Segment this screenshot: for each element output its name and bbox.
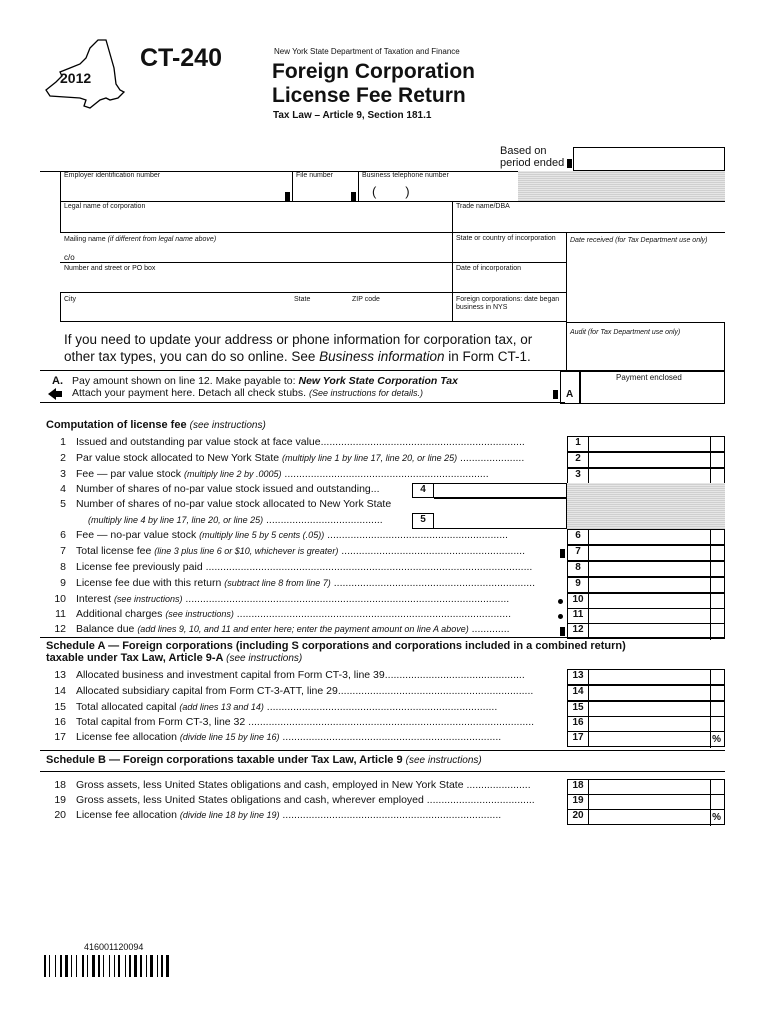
line-leader: ...................... [463,779,531,791]
line-description [76,716,561,728]
line-number: 6 [60,529,66,541]
trade-name-label: Trade name/DBA [456,203,510,210]
city-label: City [64,296,77,303]
mailing-name-note: (if different from legal name above) [107,236,217,243]
line-description [76,529,561,541]
line-text: License fee previously paid [76,561,203,573]
line-leader: ........................................................................... [279,731,502,743]
percent-sign: % [712,812,721,823]
line-12-box: 12 [567,623,589,639]
tax-year: 2012 [60,70,92,86]
line-description [76,436,561,448]
line-number: 9 [60,577,66,589]
line-text: Allocated subsidiary capital from Form CT-3-ATT, line 29 [76,685,338,697]
line-number: 17 [54,731,66,743]
period-ended-field[interactable] [573,147,725,171]
file-number-field[interactable] [292,171,354,201]
barcode-bar [49,955,50,977]
cents-divider [710,546,711,562]
attach-note: (See instructions for details.) [308,388,423,398]
schedule-b-heading-text: Schedule B — Foreign corporations taxable under Tax Law, Article 9 [46,754,406,766]
line-13-amount-field[interactable] [589,669,725,685]
barcode-bar [114,955,115,977]
line-20-box: 20 [567,809,589,825]
line-note: (add lines 9, 10, and 11 and enter here; enter the payment amount on line A above) [137,624,469,634]
cents-divider [710,530,711,546]
schedule-b-heading [46,754,482,766]
barcode-bar [118,955,120,977]
payment-enclosed-field[interactable] [580,371,725,404]
barcode-bar [146,955,147,977]
barcode-bar [87,955,88,977]
line-leader: ............................................................... [338,545,526,557]
cents-divider [710,686,711,702]
line-leader: .................................................................................................. [245,716,535,728]
line-leader: ........................................ [263,514,383,526]
line-leader: ................................................ [384,669,525,681]
line-leader: ........................................................................... [279,809,502,821]
line-description [76,623,561,635]
line-14-amount-field[interactable] [589,685,725,701]
line-leader: ..................................... [423,794,535,806]
barcode-number: 416001120094 [84,942,144,952]
marker-icon [553,390,558,399]
date-received-box [566,232,725,322]
computation-heading-text: Computation of license fee [46,419,187,431]
line-a-box-label: A [566,389,574,400]
rule [40,750,725,751]
line-leader: ...................................................................... [281,468,489,480]
line-description [76,545,561,557]
marker-icon [351,192,356,201]
line-leader: .............................................................. [324,529,508,541]
line-15-amount-field[interactable] [589,701,725,717]
line-7-box: 7 [567,545,589,561]
form-line-12 [0,623,770,641]
phone-parens: ( ) [372,184,410,199]
line-number: 12 [54,623,66,635]
line-text: Additional charges [76,608,166,620]
line-description [76,794,561,806]
line-number: 13 [54,669,66,681]
line-note: (divide line 15 by line 16) [179,732,280,742]
zip-label: ZIP code [352,296,380,303]
line-19-box: 19 [567,794,589,810]
barcode-bar [44,955,46,977]
line-1-amount-field[interactable] [589,436,725,452]
barcode-bar [150,955,153,977]
form-title-line1: Foreign Corporation [272,60,475,83]
line-text: Gross assets, less United States obligations and cash, wherever employed [76,794,424,806]
line-text: Par value stock allocated to New York State [76,452,283,464]
period-ended-label: period ended [500,157,565,169]
state-country-field[interactable] [452,232,566,292]
barcode-icon [44,955,194,977]
line-note: (see instructions) [113,594,183,604]
line-text: License fee allocation [76,731,180,743]
line-number: 16 [54,716,66,728]
marker-icon [560,627,565,636]
form-title-line2: License Fee Return [272,84,466,107]
line-description [76,685,561,697]
line-4-field[interactable] [434,483,567,498]
schedule-a-heading-line2 [46,652,626,664]
notice-line2b: Business information [319,349,445,364]
cents-divider [710,437,711,453]
line-4-box: 4 [412,483,434,498]
line-description [76,498,406,510]
barcode-bar [103,955,104,977]
barcode-bar [125,955,126,977]
line-8-box: 8 [567,561,589,577]
line-number: 18 [54,779,66,791]
line-number: 11 [55,608,66,620]
schedule-a-heading-note: (see instructions) [226,653,303,664]
date-received-label: Date received (for Tax Department use only) [570,237,708,244]
line-note: (line 3 plus line 6 or $10, whichever is greater) [154,546,339,556]
co-label: c/o [64,253,75,262]
line-number: 2 [60,452,66,464]
line-description [76,452,561,464]
line-description [76,468,561,480]
line-17-box: 17 [567,731,589,747]
payment-enclosed-label: Payment enclosed [616,373,682,382]
attach-instruction: Attach your payment here. Detach all check stubs. [72,387,309,399]
barcode-bar [140,955,142,977]
notice-line2 [64,348,564,365]
line-text: Issued and outstanding par value stock at face value [76,436,321,448]
line-14-box: 14 [567,685,589,701]
line-leader: ............................................................................................................... [182,593,510,605]
computation-heading [46,419,266,431]
line-number: 14 [54,685,66,697]
trade-name-field[interactable] [452,201,725,232]
bullet-icon [558,614,563,619]
line-note: (multiply line 2 by .0005) [183,469,282,479]
line-a-label: A. [52,375,63,387]
cents-divider [710,453,711,469]
barcode-bar [60,955,62,977]
line-note: (see instructions) [165,609,234,619]
line-leader: ...................... [457,452,525,464]
line-a-box [560,371,580,404]
cents-divider [710,732,711,748]
line-10-box: 10 [567,593,589,609]
line-17-amount-field[interactable] [589,731,725,747]
line-11-box: 11 [567,608,589,624]
legal-name-label: Legal name of corporation [64,203,146,210]
line-description [76,483,406,495]
form-line-20 [0,809,770,827]
line-number: 1 [60,436,66,448]
date-inc-label: Date of incorporation [456,265,521,272]
marker-icon [567,159,572,168]
line-number: 20 [54,809,66,821]
line-20-amount-field[interactable] [589,809,725,825]
line-note: (multiply line 4 by line 17, line 20, or line 25) [88,515,264,525]
rule [40,402,565,403]
street-label: Number and street or PO box [64,265,156,272]
line-text: Allocated business and investment capital from Form CT-3, line 39 [76,669,385,681]
mailing-name-text: Mailing name [64,236,106,243]
line-8-amount-field[interactable] [589,561,725,577]
line-3-amount-field[interactable] [589,468,725,484]
percent-sign: % [712,734,721,745]
marker-icon [560,549,565,558]
line-number: 19 [54,794,66,806]
barcode-bar [92,955,95,977]
line-text: Gross assets, less United States obligations and cash, employed in New York State [76,779,464,791]
line-description [76,701,561,713]
barcode-bar [82,955,84,977]
audit-box [566,322,725,370]
line-10-amount-field[interactable] [589,593,725,609]
line-6-box: 6 [567,529,589,545]
line-text: Total license fee [76,545,155,557]
line-text: Number of shares of no-par value stock issued and outstanding... [76,483,380,495]
marker-icon [285,192,290,201]
line-number: 10 [54,593,66,605]
shaded-area [518,171,725,201]
line-13-box: 13 [567,669,589,685]
began-business-label: Foreign corporations: date began business in NYS [456,296,560,311]
cents-divider [710,562,711,578]
state-label: State [294,296,311,303]
barcode-bar [161,955,163,977]
began-business-field[interactable] [452,292,566,322]
line-6-amount-field[interactable] [589,529,725,545]
mailing-name-label [64,236,216,244]
barcode-bar [65,955,68,977]
line-description [76,577,561,589]
line-3-box: 3 [567,468,589,484]
form-id: CT-240 [140,44,222,72]
schedule-b-heading-note: (see instructions) [405,755,482,766]
line-note: (multiply line 1 by line 17, line 20, or line 25) [282,453,458,463]
line-11-amount-field[interactable] [589,608,725,624]
state-country-label: State or country of incorporation [456,235,556,242]
line-leader: ............. [468,623,510,635]
line-note: (divide line 18 by line 19) [179,810,280,820]
barcode-bar [71,955,72,977]
barcode-bar [166,955,169,977]
line-description [76,731,561,743]
online-update-notice [64,331,564,365]
barcode-bar [109,955,110,977]
rule [40,637,725,638]
cents-divider [710,670,711,686]
shaded-area [567,483,725,529]
line-leader: ................................................................................................................ [202,561,533,573]
line-description [76,809,561,821]
line-9-amount-field[interactable] [589,577,725,593]
line-leader: ...................................................................... [320,436,525,448]
bullet-icon [558,599,563,604]
line-text: Total allocated capital [76,701,180,713]
barcode-bar [55,955,56,977]
line-5-box: 5 [412,513,434,529]
based-on-label: Based on [500,145,547,157]
line-text: License fee allocation [76,809,180,821]
payment-instruction: Pay amount shown on line 12. Make payable to: [72,375,299,387]
notice-line2c: in Form CT-1. [444,349,531,364]
line-18-amount-field[interactable] [589,779,725,795]
notice-line2a: other tax types, you can do so online. See [64,349,320,364]
line-note: (subtract line 8 from line 7) [224,578,331,588]
audit-label: Audit (for Tax Department use only) [570,329,681,336]
line-leader: ................................................................... [337,685,534,697]
payee-name: New York State Corporation Tax [298,375,458,387]
cents-divider [710,578,711,594]
rule [40,771,725,772]
line-text: Number of shares of no-par value stock allocated to New York State [76,498,392,510]
line-18-box: 18 [567,779,589,795]
line-number: 3 [60,468,66,480]
ein-label: Employer identification number [64,172,161,179]
barcode-bar [76,955,77,977]
line-description [76,593,561,605]
line-text: Interest [76,593,114,605]
line-2-box: 2 [567,452,589,468]
line-16-box: 16 [567,716,589,732]
file-number-label: File number [296,172,333,179]
line-19-amount-field[interactable] [589,794,725,810]
line-description [76,561,561,573]
line-text: License fee due with this return [76,577,225,589]
line-number: 4 [60,483,66,495]
line-15-box: 15 [567,701,589,717]
line-description [88,514,408,526]
payment-line1 [72,375,458,387]
line-7-amount-field[interactable] [589,545,725,561]
line-note: (multiply line 5 by 5 cents (.05)) [199,530,325,540]
line-text: Total capital from Form CT-3, line 32 [76,716,246,728]
ein-field[interactable] [60,171,288,201]
cents-divider [710,810,711,826]
schedule-a-heading [46,640,626,664]
arrow-left-icon [48,388,62,400]
line-leader: ............................................................................... [263,701,498,713]
line-number: 15 [54,701,66,713]
legal-name-field[interactable] [60,201,452,232]
tax-law-citation: Tax Law – Article 9, Section 181.1 [273,110,432,121]
line-9-box: 9 [567,577,589,593]
barcode-bar [134,955,137,977]
line-description [76,669,561,681]
line-number: 8 [60,561,66,573]
computation-heading-note: (see instructions) [189,420,266,431]
line-leader: ..................................................................... [330,577,536,589]
line-text: Fee — par value stock [76,468,184,480]
line-16-amount-field[interactable] [589,716,725,732]
schedule-a-heading-text: taxable under Tax Law, Article 9-A [46,652,227,664]
payment-line2 [72,387,423,399]
line-description [76,608,561,620]
line-text: Fee — no-par value stock [76,529,200,541]
line-text: Balance due [76,623,138,635]
department: New York State Department of Taxation and Finance [274,47,460,56]
notice-line1: If you need to update your address or phone information for corporation tax, or [64,332,533,347]
line-leader: .............................................................................................. [233,608,511,620]
barcode-bar [98,955,100,977]
barcode-bar [157,955,158,977]
line-number: 7 [60,545,66,557]
line-number: 5 [60,498,66,510]
form-line-17 [0,731,770,749]
line-5-field[interactable] [434,498,567,529]
line-note: (add lines 13 and 14) [179,702,264,712]
line-description [76,779,561,791]
schedule-a-heading-line1: Schedule A — Foreign corporations (including S corporations and corporations included in a combined return) [46,640,626,652]
line-1-box: 1 [567,436,589,452]
city-field[interactable] [60,292,452,322]
phone-label: Business telephone number [362,172,449,179]
barcode-bar [129,955,131,977]
line-2-amount-field[interactable] [589,452,725,468]
